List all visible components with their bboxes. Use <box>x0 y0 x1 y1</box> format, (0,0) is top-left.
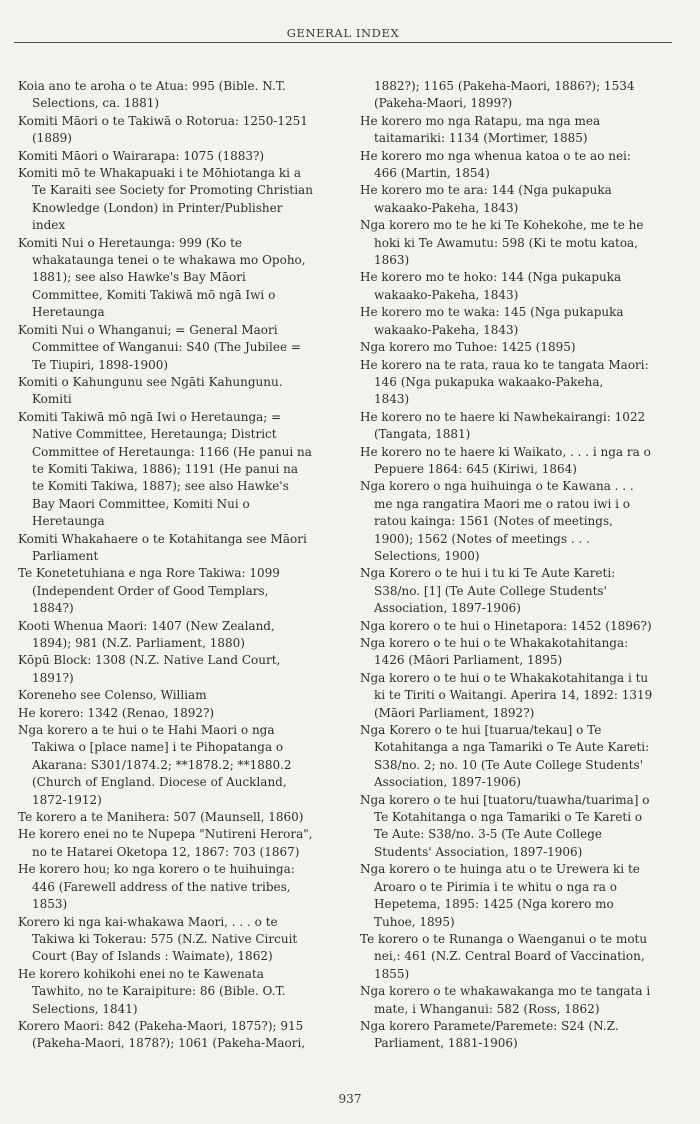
index-entry-line: Nga korero o te whakawakanga mo te tangata i <box>360 984 651 999</box>
index-entry-line: He korero no te haere ki Waikato, . . . i nga ra o <box>360 444 651 459</box>
index-entry <box>360 444 680 479</box>
index-entry-line: Nga korero o te hui [tuatoru/tuawha/tuarima] o <box>360 792 650 807</box>
index-entry-line: Tawhito, no te Karaipiture: 86 (Bible. O.T. <box>32 984 286 999</box>
index-entry <box>360 113 680 148</box>
index-entry-line: Bay Maori Committee, Komiti Nui o <box>32 496 250 511</box>
index-entry-line: He korero mo nga whenua katoa o te ao nei: <box>360 148 631 163</box>
index-entry <box>360 983 680 1018</box>
index-entry <box>360 618 680 635</box>
index-entry-line: Selections, ca. 1881) <box>32 96 160 111</box>
index-entry-line: (Independent Order of Good Templars, <box>32 583 269 598</box>
index-entry <box>18 652 340 687</box>
index-entry-line: Nga korero o te hui o te Whakakotahitanga i tu <box>360 670 649 685</box>
index-entry <box>18 687 340 704</box>
index-entry <box>360 148 680 183</box>
index-entry-line: 1900); 1562 (Notes of meetings . . . <box>374 531 590 546</box>
index-entry-line: Komiti <box>32 392 72 407</box>
index-entry-line: Nga korero o te huinga atu o te Urewera ki te <box>360 862 640 877</box>
index-entry <box>360 861 680 931</box>
index-entry-line: Court (Bay of Islands : Waimate), 1862) <box>32 949 273 964</box>
index-entry-line: Committee of Wanganui: S40 (The Jubilee = <box>32 340 301 355</box>
index-entry-line: Selections, 1841) <box>32 1001 138 1016</box>
index-entry-line: Korero ki nga kai-whakawa Maori, . . . o te <box>18 914 278 929</box>
index-entry-line: Nga korero mo te he ki Te Kohekohe, me te he <box>360 218 644 233</box>
index-entry <box>18 861 340 913</box>
index-entry-line: Akarana: S301/1874.2; **1878.2; **1880.2 <box>32 757 292 772</box>
index-entry-line: Parliament <box>32 548 99 563</box>
index-entry-line: 1872-1912) <box>32 792 102 807</box>
index-column-left <box>18 78 340 1053</box>
index-entry-line: 1853) <box>32 897 68 912</box>
index-entry-line: Te korero o te Runanga o Waenganui o te motu <box>360 931 648 946</box>
index-entry-line: 1891?) <box>32 670 74 685</box>
index-entry <box>360 357 680 409</box>
index-entry-line: He korero mo te hoko: 144 (Nga pukapuka <box>360 270 622 285</box>
index-entry-line: ki te Tiriti o Waitangi. Aperira 14, 1892: 1319 <box>374 688 653 703</box>
index-entry-line: te Komiti Takiwa, 1887); see also Hawke's <box>32 479 289 494</box>
index-entry-line: S38/no. 2; no. 10 (Te Aute College Students' <box>374 757 643 772</box>
index-entry-line: 1894); 981 (N.Z. Parliament, 1880) <box>32 636 245 650</box>
index-entry-line: Association, 1897-1906) <box>374 775 521 790</box>
index-entry-line: Nga korero o te hui o te Whakakotahitanga: <box>360 636 629 650</box>
index-entry-line: 1426 (Māori Parliament, 1895) <box>374 653 563 668</box>
index-entry-line: Heretaunga <box>32 514 105 529</box>
index-entry-line: Committee, Komiti Takiwā mō ngā Iwi o <box>32 287 276 302</box>
index-entry <box>18 809 340 826</box>
index-entry-line: Te Tiupiri, 1898-1900) <box>32 357 169 372</box>
index-entry-line: 1855) <box>374 966 410 981</box>
index-entry-line: (1889) <box>32 131 72 146</box>
index-entry <box>360 478 680 565</box>
index-entry-line: He korero na te rata, raua ko te tangata Maori: <box>360 357 649 372</box>
index-entry <box>360 409 680 444</box>
index-entry <box>18 374 340 409</box>
index-entry-line: 446 (Farewell address of the native tribes, <box>32 879 291 894</box>
index-entry-line: He korero mo te ara: 144 (Nga pukapuka <box>360 183 612 198</box>
index-entry <box>18 722 340 809</box>
index-entry-line: Komiti o Kahungunu see Ngāti Kahungunu. <box>18 374 283 389</box>
index-entry-line: 146 (Nga pukapuka wakaako-Pakeha, <box>374 374 604 389</box>
index-entry-line: Kōpū Block: 1308 (N.Z. Native Land Court, <box>18 653 281 668</box>
index-entry-line: (Māori Parliament, 1892?) <box>374 705 535 720</box>
index-entry-line: Kooti Whenua Maori: 1407 (New Zealand, <box>18 618 275 633</box>
index-entry-line: wakaako-Pakeha, 1843) <box>374 287 519 302</box>
index-entry-line: 1881); see also Hawke's Bay Māori <box>32 270 246 285</box>
index-entry-line: 1884?) <box>32 601 74 616</box>
index-entry-line: wakaako-Pakeha, 1843) <box>374 322 519 337</box>
index-entry <box>18 531 340 566</box>
index-entry <box>18 565 340 617</box>
index-column-right <box>360 78 680 1053</box>
index-entry-line: Koia ano te aroha o te Atua: 995 (Bible. N.T. <box>18 79 286 93</box>
index-entry-line: Committee of Heretaunga: 1166 (He panui na <box>32 444 312 459</box>
index-entry-line: Koreneho see Colenso, William <box>18 688 207 703</box>
index-entry <box>360 792 680 862</box>
index-entry-line: Nga korero mo Tuhoe: 1425 (1895) <box>360 340 576 355</box>
index-entry-line: Nga korero a te hui o te Hahi Maori o nga <box>18 723 275 738</box>
index-entry-line: He korero enei no te Nupepa "Nutireni Herora", <box>18 827 313 842</box>
index-entry-line: (Pakeha-Maori, 1899?) <box>374 96 513 111</box>
index-entry-line: Komiti Nui o Whanganui; = General Maori <box>18 322 278 337</box>
index-entry-line: whakataunga tenei o te whakawa mo Opoho, <box>32 253 306 268</box>
index-entry-line: Native Committee, Heretaunga; District <box>32 427 277 442</box>
index-entry-line: Komiti Nui o Heretaunga: 999 (Ko te <box>18 235 243 250</box>
running-header: GENERAL INDEX <box>286 26 400 40</box>
index-entry <box>360 722 680 792</box>
index-entry-line: Nga Korero o te hui i tu ki Te Aute Kareti: <box>360 566 616 581</box>
index-entry-line: Kotahitanga a nga Tamariki o Te Aute Kareti: <box>374 740 650 755</box>
index-entry-line: Komiti Māori o te Takiwā o Rotorua: 1250-1251 <box>18 113 308 128</box>
index-entry-line: He korero mo te waka: 145 (Nga pukapuka <box>360 305 624 320</box>
index-entry-line: Komiti Takiwā mō ngā Iwi o Heretaunga; = <box>18 409 282 424</box>
index-entry <box>18 618 340 653</box>
index-entry-line: hoki ki Te Awamutu: 598 (Ki te motu katoa, <box>374 235 639 250</box>
index-entry-line: Pepuere 1864: 645 (Kiriwi, 1864) <box>374 461 577 476</box>
index-entry-line: (Church of England. Diocese of Auckland, <box>32 775 287 790</box>
index-entry-line: me nga rangatira Maori me o ratou iwi i o <box>374 496 631 511</box>
index-entry <box>18 113 340 148</box>
index-entry <box>18 705 340 722</box>
index-entry <box>360 182 680 217</box>
index-entry-line: Aroaro o te Pirimia i te whitu o nga ra o <box>374 879 617 894</box>
index-entry-line: Nga korero Paramete/Paremete: S24 (N.Z. <box>360 1018 619 1033</box>
index-entry-line: taitamariki: 1134 (Mortimer, 1885) <box>374 131 588 146</box>
index-entry <box>18 914 340 966</box>
index-entry-line: Komiti Māori o Wairarapa: 1075 (1883?) <box>18 148 265 163</box>
index-entry <box>360 635 680 670</box>
index-entry-line: Selections, 1900) <box>374 548 480 563</box>
index-entry <box>18 78 340 113</box>
index-entry-line: Korero Maori: 842 (Pakeha-Maori, 1875?); 915 <box>18 1018 304 1033</box>
index-entry <box>360 304 680 339</box>
index-entry-line: Nga Korero o te hui [tuarua/tekau] o Te <box>360 723 602 738</box>
index-entry-line: index <box>32 218 66 233</box>
index-entry-line: te Komiti Takiwa, 1886); 1191 (He panui na <box>32 461 299 476</box>
index-entry-line: wakaako-Pakeha, 1843) <box>374 200 519 215</box>
index-entry-line: Parliament, 1881-1906) <box>374 1036 518 1051</box>
index-entry-line: Takiwa ki Tokerau: 575 (N.Z. Native Circuit <box>32 931 298 946</box>
index-entry <box>360 1018 680 1053</box>
index-entry-line: Te Konetetuhiana e nga Rore Takiwa: 1099 <box>18 566 280 581</box>
index-entry-line: Association, 1897-1906) <box>374 601 521 616</box>
index-entry-line: (Pakeha-Maori, 1878?); 1061 (Pakeha-Maori, <box>32 1036 306 1051</box>
page-number: 937 <box>338 1092 362 1106</box>
index-entry-line: Students' Association, 1897-1906) <box>374 844 583 859</box>
index-entry-line: 466 (Martin, 1854) <box>374 166 490 181</box>
index-entry-line: 1882?); 1165 (Pakeha-Maori, 1886?); 1534 <box>374 79 635 93</box>
index-entry-line: Te korero a te Manihera: 507 (Maunsell, 1860) <box>18 810 304 825</box>
index-entry <box>360 565 680 617</box>
index-entry-line: Te Kotahitanga o nga Tamariki o Te Kareti o <box>374 810 643 825</box>
index-entry-line: Te Karaiti see Society for Promoting Christian <box>32 183 313 198</box>
index-entry-line: Komiti mō te Whakapuaki i te Mōhiotanga ki a <box>18 166 301 181</box>
index-entry-line: He korero: 1342 (Renao, 1892?) <box>18 705 215 720</box>
index-entry-line: Nga korero o nga huihuinga o te Kawana . . . <box>360 479 634 494</box>
index-entry <box>360 269 680 304</box>
index-entry <box>360 670 680 722</box>
index-entry <box>360 78 680 113</box>
index-entry-line: Knowledge (London) in Printer/Publisher <box>32 200 283 215</box>
index-entry-line: Tuhoe, 1895) <box>374 914 455 929</box>
index-entry <box>18 165 340 235</box>
index-entry-line: Komiti Whakahaere o te Kotahitanga see Māori <box>18 531 307 546</box>
index-entry-line: S38/no. [1] (Te Aute College Students' <box>374 583 607 598</box>
index-entry-line: nei,: 461 (N.Z. Central Board of Vaccination, <box>374 949 645 964</box>
index-entry-line: He korero no te haere ki Nawhekairangi: 1022 <box>360 409 646 424</box>
index-entry-line: Hepetema, 1895: 1425 (Nga korero mo <box>374 897 614 912</box>
index-entry <box>18 966 340 1018</box>
header-rule <box>14 42 672 43</box>
index-entry <box>18 235 340 322</box>
index-entry-line: Takiwa o [place name] i te Pihopatanga o <box>32 740 284 755</box>
index-entry-line: Te Aute: S38/no. 3-5 (Te Aute College <box>374 827 602 842</box>
index-entry <box>18 322 340 374</box>
index-entry-line: (Tangata, 1881) <box>374 427 471 442</box>
index-entry-line: He korero kohikohi enei no te Kawenata <box>18 966 264 981</box>
index-entry <box>18 1018 340 1053</box>
index-entry-line: Nga korero o te hui o Hinetapora: 1452 (1896?) <box>360 618 652 633</box>
index-entry <box>18 148 340 165</box>
index-entry-line: He korero mo nga Ratapu, ma nga mea <box>360 113 601 128</box>
index-entry-line: 1843) <box>374 392 410 407</box>
index-entry <box>18 826 340 861</box>
index-entry-line: 1863) <box>374 253 410 268</box>
index-entry <box>360 931 680 983</box>
index-entry <box>360 217 680 269</box>
index-entry-line: ratou kainga: 1561 (Notes of meetings, <box>374 514 613 529</box>
index-entry <box>360 339 680 356</box>
index-entry-line: no te Hatarei Oketopa 12, 1867: 703 (1867) <box>32 844 300 859</box>
index-entry-line: He korero hou; ko nga korero o te huihuinga: <box>18 862 295 877</box>
index-entry <box>18 409 340 531</box>
index-entry-line: mate, i Whanganui: 582 (Ross, 1862) <box>374 1001 600 1016</box>
index-entry-line: Heretaunga <box>32 305 105 320</box>
